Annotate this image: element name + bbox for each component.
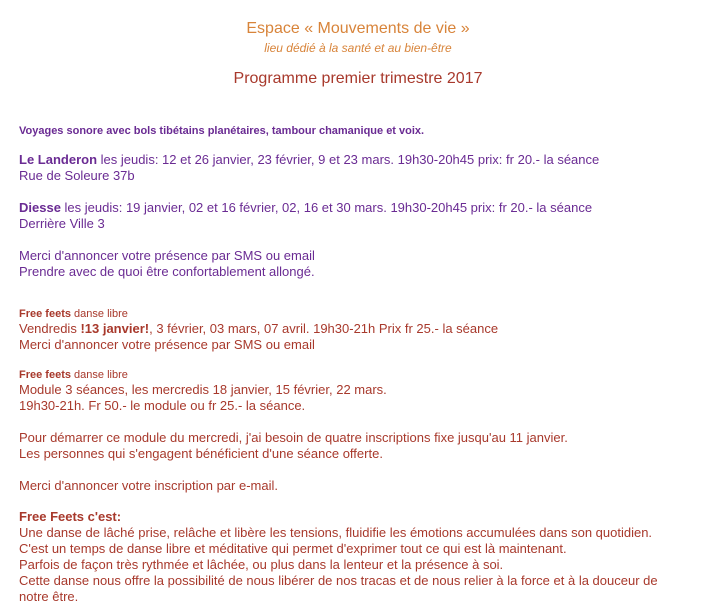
description-line3: Parfois de façon très rythmée et lâchée, ou plus dans la lenteur et la présence à soi. (19, 557, 504, 572)
landeron-schedule (19, 152, 599, 168)
programme-heading: Programme premier trimestre 2017 (233, 70, 483, 87)
freefeets2-label (19, 367, 128, 383)
freefeets1-label-rest: danse libre (70, 308, 128, 320)
page-title: Espace « Mouvements de vie » (246, 20, 470, 37)
freefeets1-label (19, 306, 128, 322)
page-subtitle: lieu dédié à la santé et au bien-être (264, 41, 452, 55)
freefeets1-dates-pre: Vendredis (19, 321, 81, 336)
freefeets1-dates-highlight: !13 janvier! (80, 321, 150, 336)
diesse-address: Derrière Ville 3 (19, 216, 105, 231)
diesse-text: les jeudis: 19 janvier, 02 et 16 février, 02, 16 et 30 mars. 19h30-20h45 prix: fr 20.- la séance (60, 200, 593, 215)
description-line5: notre être. (19, 589, 79, 604)
freefeets1-announce: Merci d'annoncer votre présence par SMS ou email (19, 337, 315, 352)
freefeets1-dates (19, 321, 498, 337)
freefeets2-start-line2: Les personnes qui s'engagent bénéficient d'une séance offerte. (19, 446, 383, 461)
freefeets1-dates-post: , 3 février, 03 mars, 07 avril. 19h30-21h Prix fr 25.- la séance (149, 321, 499, 336)
freefeets2-label-bold: Free feets (19, 369, 71, 381)
freefeets2-start-line1: Pour démarrer ce module du mercredi, j'ai besoin de quatre inscriptions fixe jusqu'au 11 janvier. (19, 430, 568, 445)
voyages-bring: Prendre avec de quoi être confortablement allongé. (19, 264, 315, 279)
diesse-name: Diesse (19, 200, 61, 215)
diesse-schedule (19, 200, 592, 216)
freefeets2-module-line1: Module 3 séances, les mercredis 18 janvier, 15 février, 22 mars. (19, 382, 387, 397)
description-line1: Une danse de lâché prise, relâche et libère les tensions, fluidifie les émotions accumulées dans son quotidien. (19, 525, 653, 540)
voyages-announce: Merci d'annoncer votre présence par SMS ou email (19, 248, 315, 263)
freefeets2-announce: Merci d'annoncer votre inscription par e-mail. (19, 478, 278, 493)
freefeets2-module-line2: 19h30-21h. Fr 50.- le module ou fr 25.- la séance. (19, 398, 306, 413)
description-heading: Free Feets c'est: (19, 509, 122, 524)
freefeets1-label-bold: Free feets (19, 308, 71, 320)
description-line4: Cette danse nous offre la possibilité de nous libérer de nos tracas et de nous relier à la force et à la douceur de (19, 573, 658, 588)
freefeets2-label-rest: danse libre (70, 369, 128, 381)
landeron-name: Le Landeron (19, 152, 98, 167)
voyages-heading: Voyages sonore avec bols tibétains planétaires, tambour chamanique et voix. (19, 125, 425, 137)
landeron-text: les jeudis: 12 et 26 janvier, 23 février, 9 et 23 mars. 19h30-20h45 prix: fr 20.- la séance (97, 152, 600, 167)
description-line2: C'est un temps de danse libre et méditative qui permet d'exprimer tout ce qui est là maintenant. (19, 541, 567, 556)
landeron-address: Rue de Soleure 37b (19, 168, 135, 183)
